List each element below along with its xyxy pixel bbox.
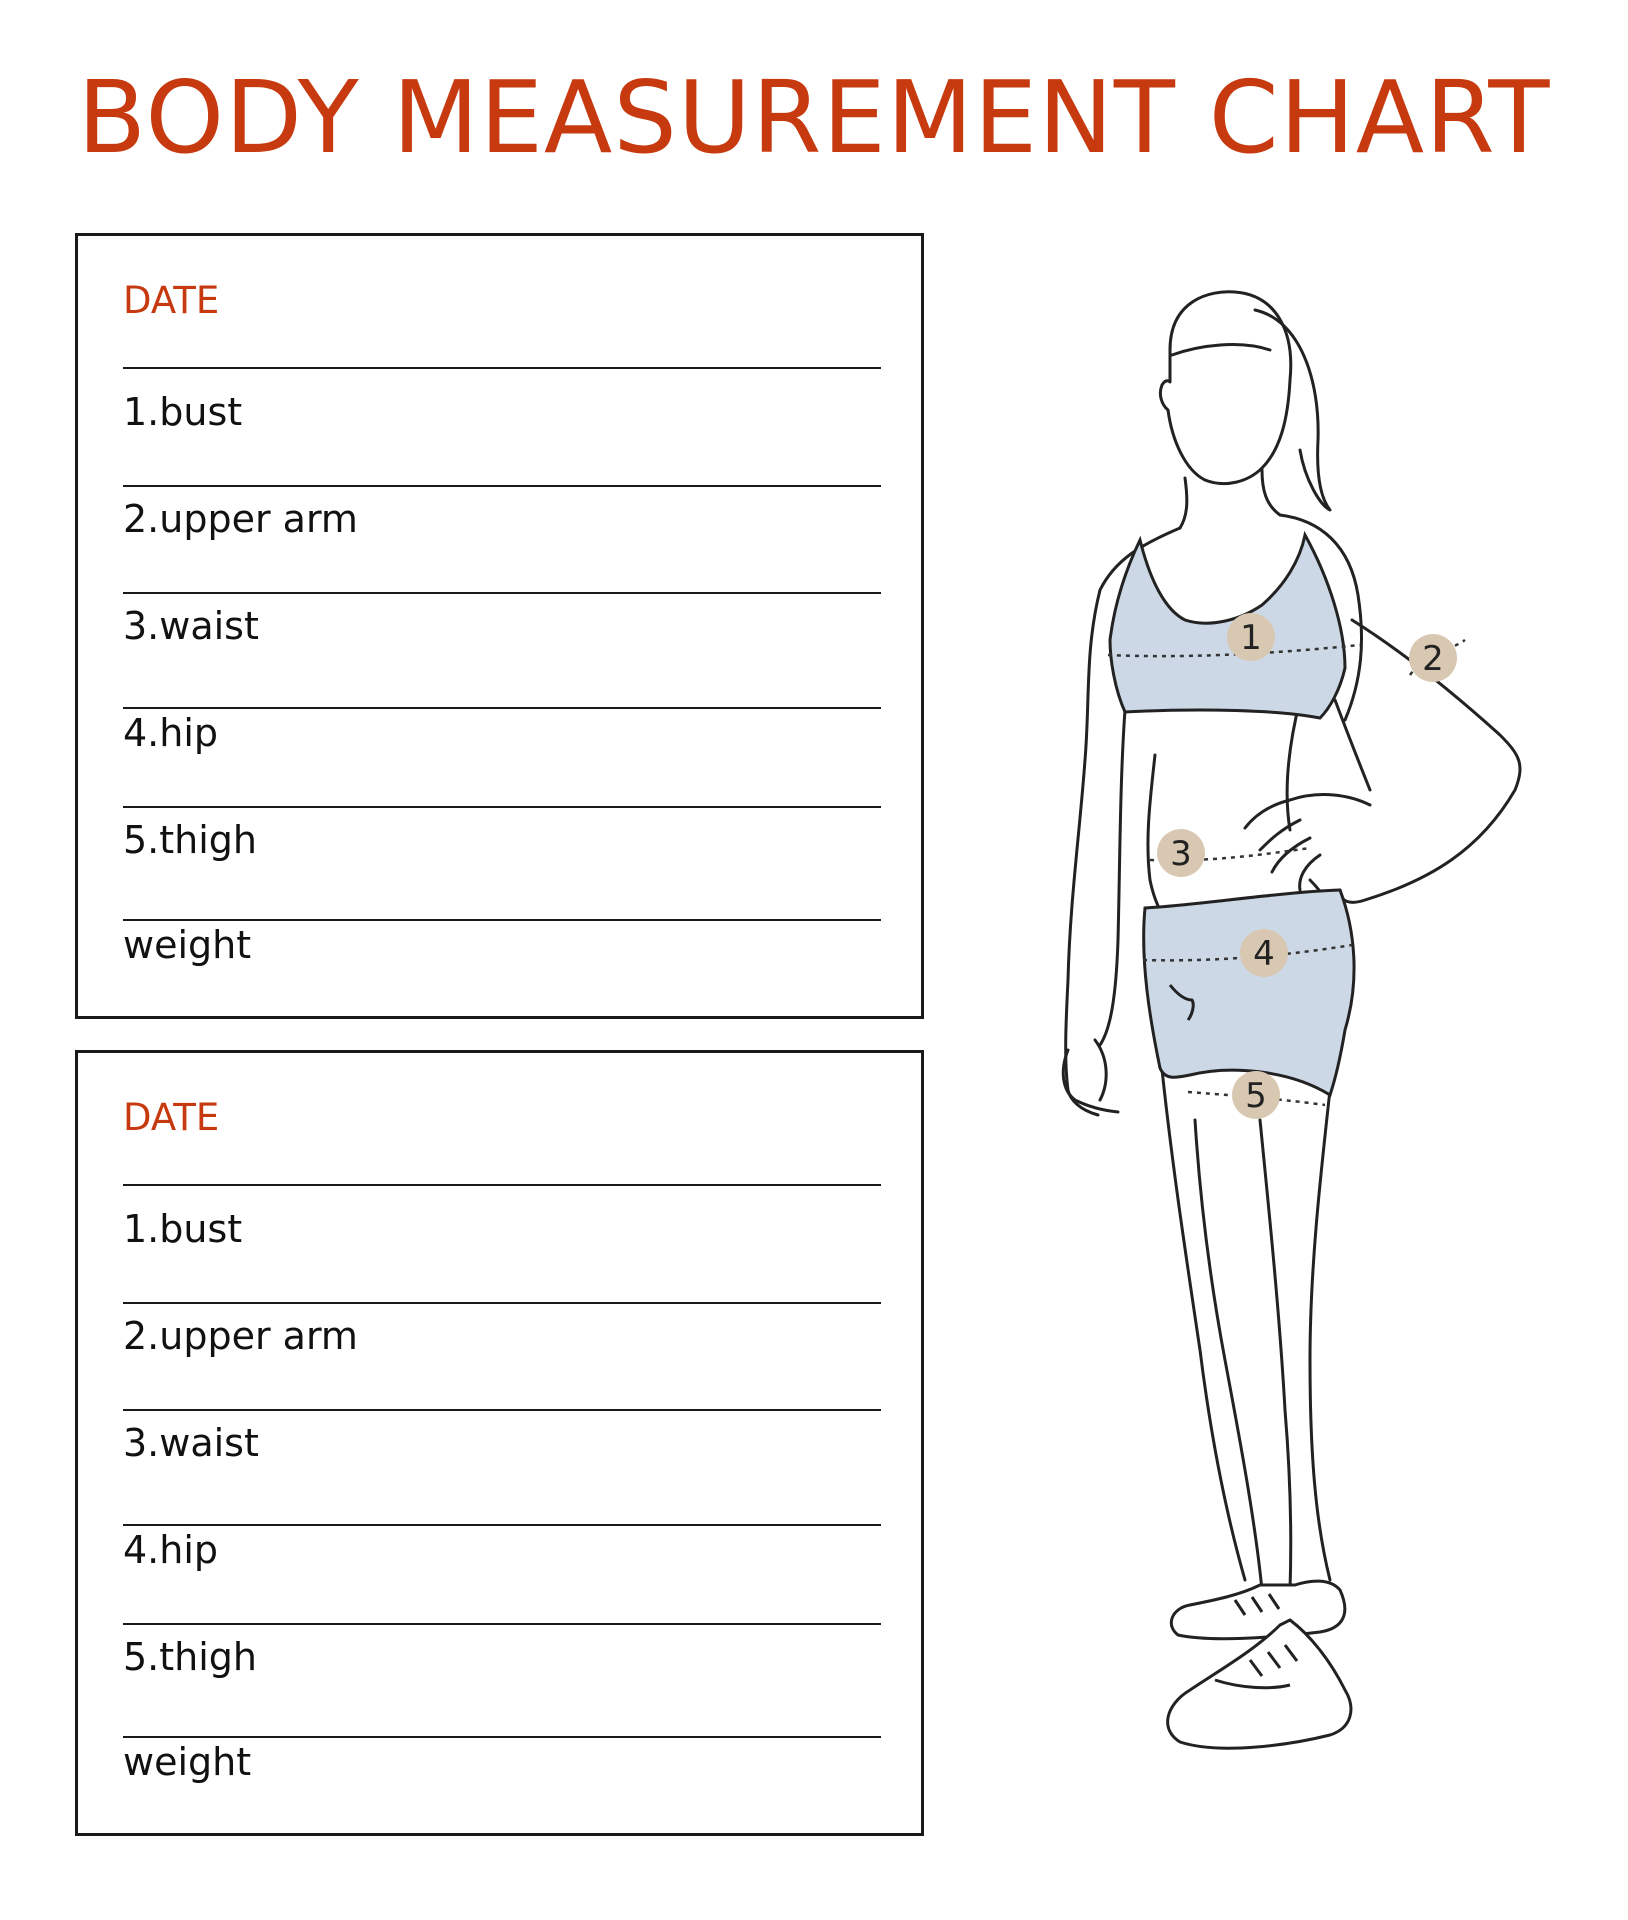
marker-3-label: 3 [1170,834,1192,874]
thigh-label: 5.thigh [123,818,258,862]
bust-entry-line[interactable] [123,1302,881,1304]
marker-5-label: 5 [1245,1076,1267,1116]
date-label: DATE [123,1096,220,1139]
marker-2 [1409,634,1457,682]
sports-bra [1110,535,1345,718]
marker-5 [1232,1071,1280,1119]
ponytail [1255,310,1330,510]
right-leg [1310,1090,1330,1580]
waist-entry-line[interactable] [123,707,881,709]
marker-1 [1227,613,1275,661]
bust-label: 1.bust [123,1207,243,1251]
upper-arm-label: 2.upper arm [123,497,358,541]
waist-label: 3.waist [123,1421,259,1465]
thigh-entry-line[interactable] [123,1736,881,1738]
marker-4-label: 4 [1253,934,1275,974]
date-entry-line[interactable] [123,367,881,369]
left-leg [1160,1050,1245,1580]
head [1160,292,1290,484]
upper-arm-entry-line[interactable] [123,1409,881,1411]
neck [1180,478,1187,528]
left-arm-inner [1100,710,1125,1045]
back-shoe [1171,1581,1345,1639]
hip-entry-line[interactable] [123,806,881,808]
weight-label: weight [123,1740,252,1784]
page-title: BODY MEASUREMENT CHART [77,59,1551,176]
date-entry-line[interactable] [123,1184,881,1186]
left-hand [1063,1050,1118,1112]
hip-entry-line[interactable] [123,1623,881,1625]
marker-4 [1240,929,1288,977]
waist-label: 3.waist [123,604,259,648]
bust-entry-line[interactable] [123,485,881,487]
waist-entry-line[interactable] [123,1524,881,1526]
hip-label: 4.hip [123,711,219,755]
upper-arm-entry-line[interactable] [123,592,881,594]
thigh-label: 5.thigh [123,1635,258,1679]
marker-3 [1157,829,1205,877]
weight-label: weight [123,923,252,967]
right-hand [1245,795,1370,890]
marker-2-label: 2 [1422,639,1444,679]
front-shoe [1168,1620,1351,1748]
body-figure-illustration [1030,280,1550,1760]
date-label: DATE [123,279,220,322]
waist-outline [1148,755,1160,910]
hip-label: 4.hip [123,1528,219,1572]
bust-label: 1.bust [123,390,243,434]
measurement-card-2 [75,1050,924,1836]
upper-arm-label: 2.upper arm [123,1314,358,1358]
hairline [1172,345,1270,355]
marker-1-label: 1 [1240,618,1262,658]
measurement-card-1 [75,233,924,1019]
thigh-entry-line[interactable] [123,919,881,921]
